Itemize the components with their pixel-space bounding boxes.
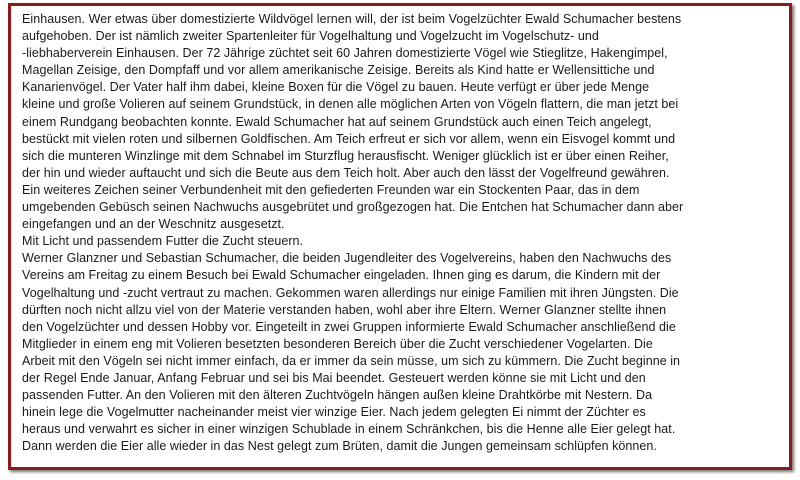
article-line: Dann werden die Eier alle wieder in das Nest gelegt zum Brüten, damit die Jungen gemeinsam schlüpfen können. bbox=[22, 439, 657, 454]
article-line: Vogelhaltung und -zucht vertraut zu machen. Gekommen waren allerdings nur einige Familien mit ihren Jüngsten. Die bbox=[22, 285, 679, 300]
article-line: passenden Futter. An den Volieren mit den älteren Zuchtvögeln hängen außen kleine Drahtkörbe mit Nestern. Da bbox=[22, 388, 653, 403]
article-frame bbox=[8, 3, 792, 470]
article-line: umgebenden Gebüsch seinen Nachwuchs ausgebrütet und großgezogen hat. Die Entchen hat Schumacher dann aber bbox=[22, 200, 684, 215]
article-line: eingefangen und an der Weschnitz ausgesetzt. bbox=[22, 217, 285, 232]
article-line: -liebhaberverein Einhausen. Der 72 Jährige züchtet seit 60 Jahren domestizierte Vögel wie Stieglitze, Hakengimpel, bbox=[22, 46, 668, 61]
section-heading: Mit Licht und passendem Futter die Zucht steuern. bbox=[22, 234, 304, 249]
article-line: Einhausen. Wer etwas über domestizierte Wildvögel lernen will, der ist beim Vogelzüchter Ewald Schumacher bestens bbox=[22, 12, 682, 26]
article-line: sich die munteren Winzlinge mit dem Schnabel im Sturzflug herausfischt. Weniger glücklich ist er über einen Reiher, bbox=[22, 148, 669, 163]
article-line: Mitglieder in einem eng mit Volieren besetzten besonderen Bereich über die Zucht verschiedener Vogelarten. Die bbox=[22, 336, 653, 351]
article-line: den Vogelzüchter und dessen Hobby vor. Eingeteilt in zwei Gruppen informierte Ewald Schumacher anschließend die bbox=[22, 319, 676, 334]
article-line: aufgehoben. Der ist nämlich zweiter Spartenleiter für Vogelhaltung und Vogelzucht im Vogelschutz- und bbox=[22, 29, 599, 44]
article-line: Vereins am Freitag zu einem Besuch bei Ewald Schumacher eingeladen. Ihnen ging es darum, die Kindern mit der bbox=[22, 268, 661, 283]
article-line: der hin und wieder auftaucht und sich die Beute aus dem Teich holt. Aber auch den lässt der Vogelfreund gewähren. bbox=[22, 165, 670, 180]
article-text bbox=[22, 11, 784, 455]
article-line: kleine und große Volieren auf seinem Grundstück, in denen alle möglichen Arten von Vögeln flattern, die man jetzt bei bbox=[22, 97, 679, 112]
article-line: Ein weiteres Zeichen seiner Verbundenheit mit den gefiederten Freunden war ein Stockenten Paar, das in dem bbox=[22, 182, 640, 197]
article-line: bestückt mit vielen roten und silbernen Goldfischen. Am Teich erfreut er sich vor allem, wenn ein Eisvogel kommt und bbox=[22, 131, 676, 146]
article-line: dürften noch nicht allzu viel von der Materie verstanden haben, wohl aber ihre Eltern. Werner Glanzner stellte ihnen bbox=[22, 302, 667, 317]
article-line: hinein lege die Vogelmutter nacheinander meist vier winzige Eier. Nach jedem gelegten Ei nimmt der Züchter es bbox=[22, 405, 646, 420]
article-line: Magellan Zeisige, den Dompfaff und vor allem amerikanische Zeisige. Bereits als Kind hatte er Wellensittiche und bbox=[22, 63, 655, 78]
article-line: heraus und verwahrt es sicher in einer winzigen Schublade in einem Schränkchen, bis die Henne alle Eier gelegt hat. bbox=[22, 422, 676, 437]
article-line: Werner Glanzner und Sebastian Schumacher, die beiden Jugendleiter des Vogelvereins, haben den Nachwuchs des bbox=[22, 251, 672, 266]
article-line: einem Rundgang beobachten konnte. Ewald Schumacher hat auf seinem Grundstück auch einen Teich angelegt, bbox=[22, 114, 652, 129]
article-line: der Regel Ende Januar, Anfang Februar und sei bis Mai beendet. Gesteuert werden könne sie mit Licht und den bbox=[22, 370, 646, 385]
article-line: Arbeit mit den Vögeln sei nicht immer einfach, da er immer da sein müsse, um sich zu kümmern. Die Zucht beginne in bbox=[22, 353, 681, 368]
article-line: Kanarienvögel. Der Vater half ihm dabei, kleine Boxen für die Vögel zu bauen. Heute verfügt er über jede Menge bbox=[22, 80, 650, 95]
